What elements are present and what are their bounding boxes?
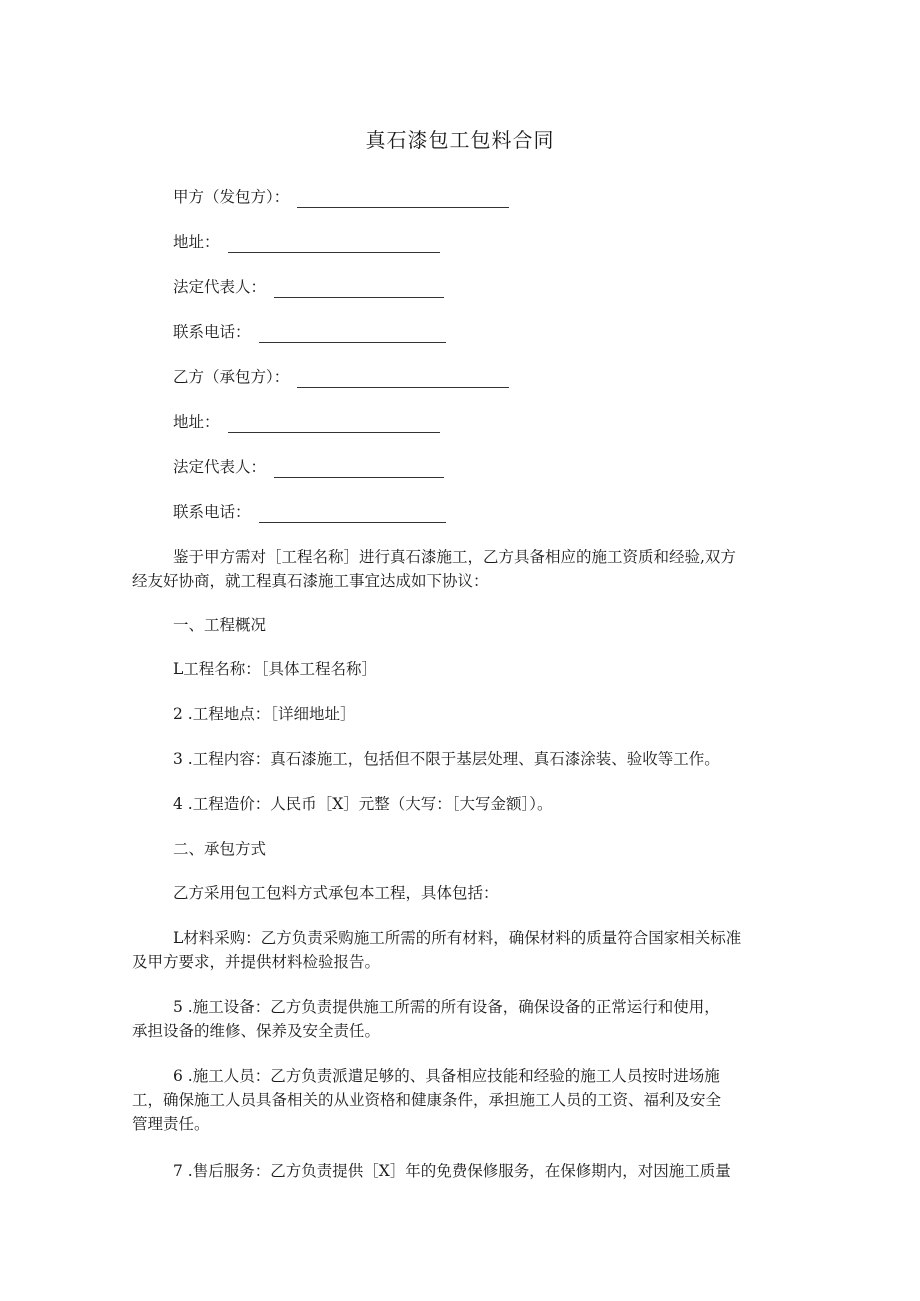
section-1-item-3: 3 .工程内容：真石漆施工，包括但不限于基层处理、真石漆涂装、验收等工作。 (173, 750, 720, 768)
party-a-phone-field (173, 321, 446, 343)
party-b-address-blank (228, 418, 440, 433)
section-2-item-4-line-1: 7 .售后服务：乙方负责提供［X］年的免费保修服务，在保修期内，对因施工质量 (173, 1162, 731, 1180)
party-b-rep-field (173, 456, 444, 478)
section-2-heading: 二、承包方式 (173, 840, 267, 858)
party-a-rep-label: 法定代表人： (173, 278, 267, 296)
section-2-item-2-line-2: 承担设备的维修、保养及安全责任。 (132, 1022, 381, 1040)
intro-line-1: 鉴于甲方需对［工程名称］进行真石漆施工，乙方具备相应的施工资质和经验,双方 (173, 548, 736, 566)
party-a-name-blank (297, 193, 509, 208)
party-b-name-blank (297, 373, 509, 388)
party-a-name-field (173, 186, 509, 208)
party-a-name-label: 甲方（发包方）： (173, 188, 290, 206)
section-1-heading: 一、工程概况 (173, 616, 267, 634)
section-2-item-1-line-1: L材料采购：乙方负责采购施工所需的所有材料，确保材料的质量符合国家相关标准 (173, 929, 742, 947)
section-1-item-2: 2 .工程地点：［详细地址］ (173, 705, 356, 723)
party-b-rep-label: 法定代表人： (173, 458, 267, 476)
section-1-item-4: 4 .工程造价：人民币［X］元整（大写：［大写金额］）。 (173, 795, 553, 813)
section-2-item-3 (132, 1064, 792, 1136)
section-2-item-2 (132, 995, 792, 1043)
intro-paragraph (132, 545, 792, 593)
party-b-name-label: 乙方（承包方）： (173, 368, 290, 386)
section-1-item-1: L工程名称：［具体工程名称］ (173, 660, 378, 678)
section-2-item-3-line-3: 管理责任。 (132, 1115, 210, 1133)
party-a-rep-blank (274, 283, 444, 298)
section-2-item-4 (132, 1159, 792, 1183)
party-b-address-label: 地址： (173, 413, 220, 431)
section-2-item-2-line-1: 5 .施工设备：乙方负责提供施工所需的所有设备，确保设备的正常运行和使用， (173, 998, 720, 1016)
section-2-item-1-line-2: 及甲方要求，并提供材料检验报告。 (132, 953, 381, 971)
party-a-address-label: 地址： (173, 233, 220, 251)
party-a-address-blank (228, 238, 440, 253)
document-title: 真石漆包工包料合同 (365, 128, 555, 152)
section-2-item-3-line-2: 工，确保施工人员具备相关的从业资格和健康条件，承担施工人员的工资、福利及安全 (132, 1091, 722, 1109)
section-2-item-3-line-1: 6 .施工人员：乙方负责派遣足够的、具备相应技能和经验的施工人员按时进场施 (173, 1067, 720, 1085)
party-b-phone-label: 联系电话： (173, 503, 251, 521)
section-2-item-1 (132, 926, 792, 974)
party-a-phone-blank (259, 328, 446, 343)
intro-line-2: 经友好协商，就工程真石漆施工事宜达成如下协议： (132, 572, 489, 590)
party-b-rep-blank (274, 463, 444, 478)
section-2-intro: 乙方采用包工包料方式承包本工程，具体包括： (173, 884, 499, 902)
party-a-address-field (173, 231, 440, 253)
party-b-name-field (173, 366, 509, 388)
party-a-phone-label: 联系电话： (173, 323, 251, 341)
party-a-rep-field (173, 276, 444, 298)
party-b-phone-field (173, 501, 446, 523)
party-b-address-field (173, 411, 440, 433)
party-b-phone-blank (259, 508, 446, 523)
